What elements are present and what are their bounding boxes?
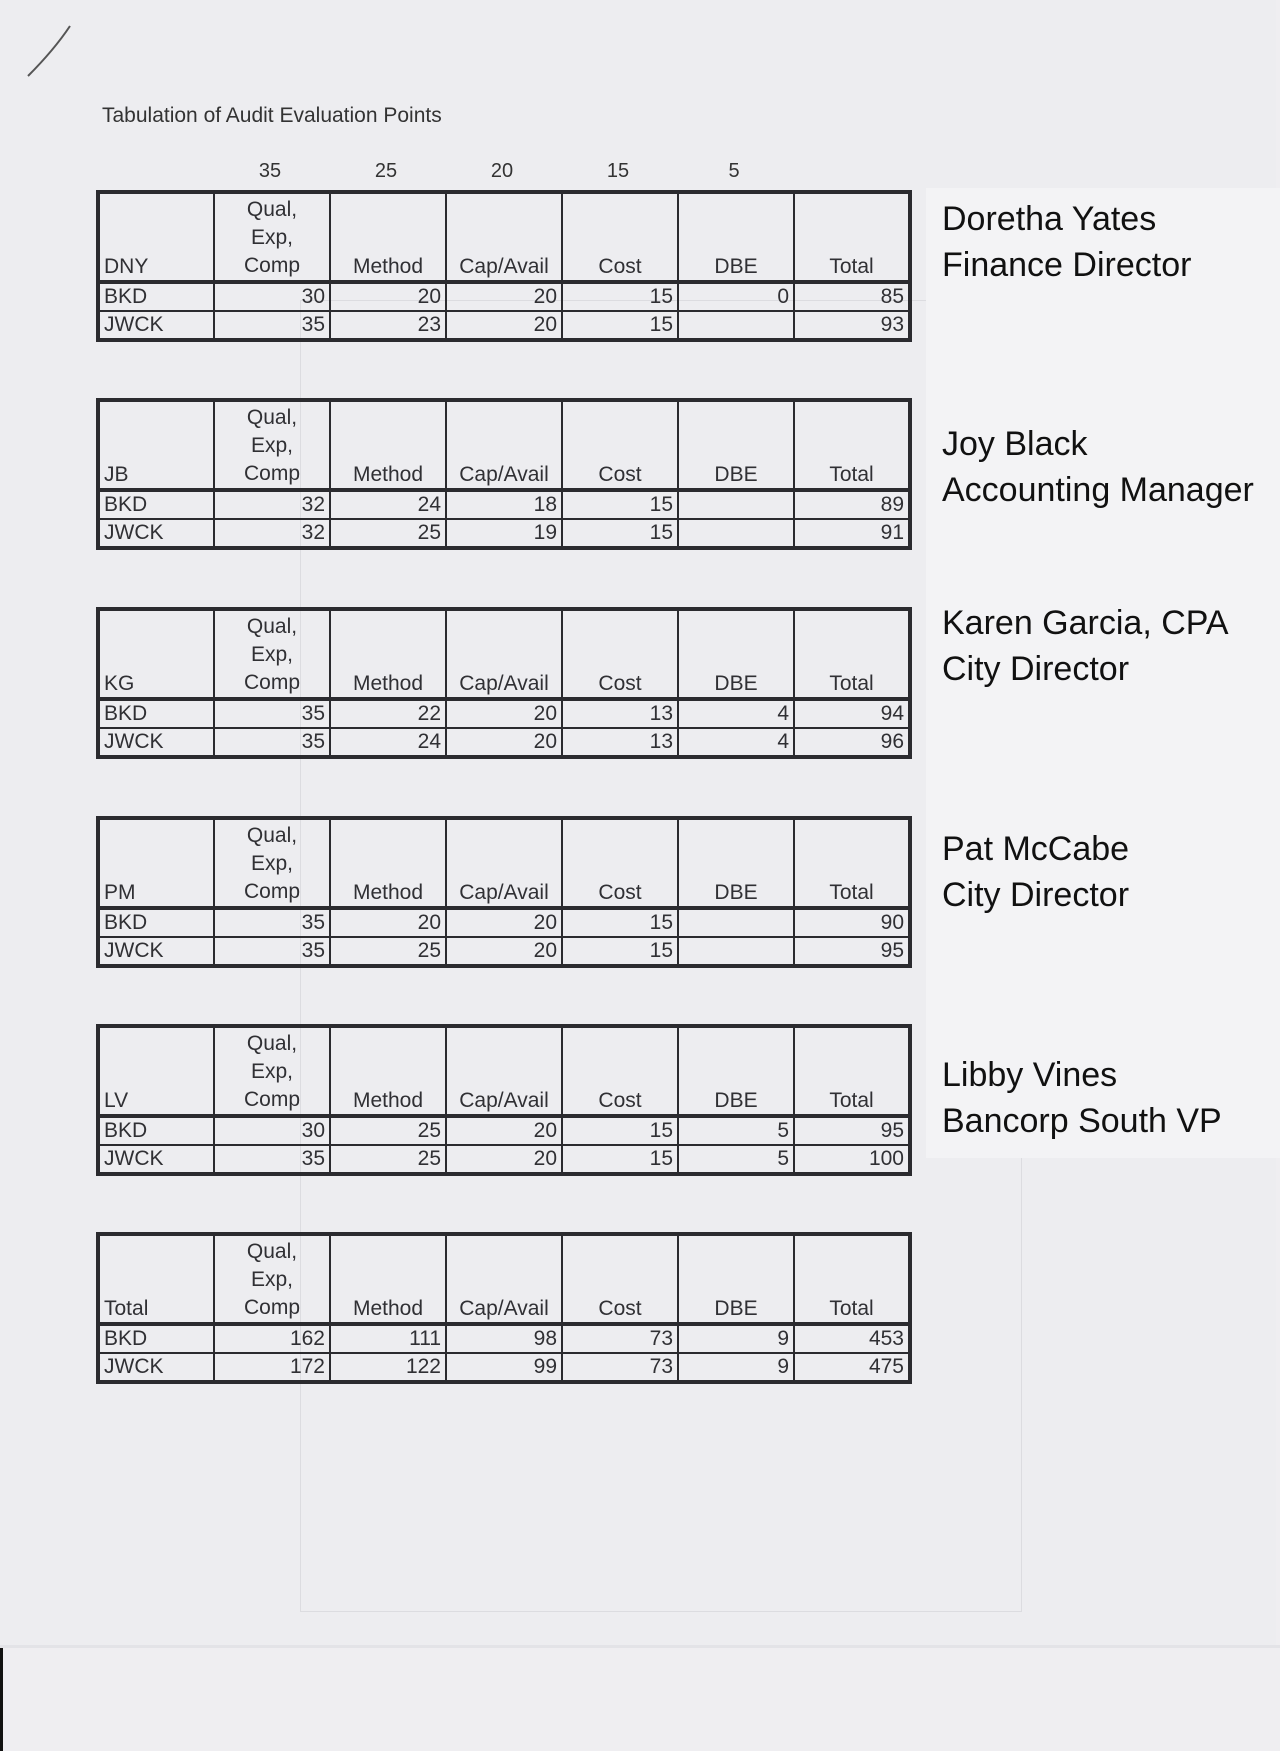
column-header: Qual, Exp, Comp xyxy=(214,400,330,490)
firm-name: JWCK xyxy=(98,311,214,340)
score-cell: 15 xyxy=(562,1145,678,1174)
score-cell: 20 xyxy=(446,1145,562,1174)
table-row xyxy=(98,1353,910,1382)
column-header: Method xyxy=(330,1234,446,1324)
column-header: Cost xyxy=(562,1234,678,1324)
column-header: Method xyxy=(330,192,446,282)
column-header: DBE xyxy=(678,192,794,282)
firm-name: BKD xyxy=(98,282,214,311)
firm-name: BKD xyxy=(98,908,214,937)
column-header: Method xyxy=(330,609,446,699)
score-cell: 100 xyxy=(794,1145,910,1174)
evaluator-role: Finance Director xyxy=(942,246,1192,284)
column-header: Cost xyxy=(562,818,678,908)
column-header: Total xyxy=(794,192,910,282)
column-header: Total xyxy=(794,818,910,908)
score-cell: 89 xyxy=(794,490,910,519)
pen-mark xyxy=(26,24,86,80)
column-header: Qual, Exp, Comp xyxy=(214,1026,330,1116)
score-cell: 5 xyxy=(678,1116,794,1145)
evaluator-role: City Director xyxy=(942,650,1130,688)
score-cell: 122 xyxy=(330,1353,446,1382)
weight-method: 25 xyxy=(374,160,398,182)
evaluation-table-3 xyxy=(96,816,912,968)
column-header: Cost xyxy=(562,609,678,699)
score-cell: 475 xyxy=(794,1353,910,1382)
score-cell: 20 xyxy=(446,282,562,311)
column-header: DBE xyxy=(678,1234,794,1324)
score-cell: 73 xyxy=(562,1353,678,1382)
column-header: DBE xyxy=(678,818,794,908)
score-cell: 24 xyxy=(330,728,446,757)
firm-name: JWCK xyxy=(98,1353,214,1382)
score-cell: 93 xyxy=(794,311,910,340)
score-cell: 95 xyxy=(794,1116,910,1145)
score-cell: 24 xyxy=(330,490,446,519)
score-cell: 15 xyxy=(562,937,678,966)
evaluation-table-5 xyxy=(96,1232,912,1384)
score-cell xyxy=(678,490,794,519)
firm-name: JWCK xyxy=(98,519,214,548)
evaluator-role: City Director xyxy=(942,876,1130,914)
score-cell: 15 xyxy=(562,282,678,311)
column-header: Method xyxy=(330,1026,446,1116)
score-cell: 30 xyxy=(214,1116,330,1145)
score-cell: 5 xyxy=(678,1145,794,1174)
score-cell: 15 xyxy=(562,519,678,548)
evaluator-name: Libby Vines xyxy=(942,1056,1118,1094)
score-cell: 15 xyxy=(562,311,678,340)
score-cell: 99 xyxy=(446,1353,562,1382)
table-label: PM xyxy=(98,818,214,908)
score-cell: 25 xyxy=(330,1116,446,1145)
evaluator-role: Bancorp South VP xyxy=(942,1102,1222,1140)
weight-cost: 15 xyxy=(606,160,630,182)
score-cell: 111 xyxy=(330,1324,446,1353)
column-header: Cap/Avail xyxy=(446,818,562,908)
score-cell: 35 xyxy=(214,1145,330,1174)
score-cell: 35 xyxy=(214,699,330,728)
weight-qual: 35 xyxy=(258,160,282,182)
column-header: Qual, Exp, Comp xyxy=(214,192,330,282)
score-cell: 4 xyxy=(678,728,794,757)
evaluation-table-4 xyxy=(96,1024,912,1176)
column-header: Cap/Avail xyxy=(446,609,562,699)
evaluation-table-0 xyxy=(96,190,912,342)
table-row xyxy=(98,519,910,548)
evaluator xyxy=(942,1052,1222,1144)
score-cell: 9 xyxy=(678,1353,794,1382)
score-cell xyxy=(678,937,794,966)
evaluation-table-2 xyxy=(96,607,912,759)
column-header: Cap/Avail xyxy=(446,400,562,490)
table-label: DNY xyxy=(98,192,214,282)
column-header: DBE xyxy=(678,1026,794,1116)
score-cell: 453 xyxy=(794,1324,910,1353)
score-cell: 98 xyxy=(446,1324,562,1353)
column-header: Cost xyxy=(562,400,678,490)
score-cell: 162 xyxy=(214,1324,330,1353)
firm-name: BKD xyxy=(98,1324,214,1353)
score-cell: 94 xyxy=(794,699,910,728)
column-header: Total xyxy=(794,609,910,699)
table-row xyxy=(98,908,910,937)
score-cell: 30 xyxy=(214,282,330,311)
score-cell: 19 xyxy=(446,519,562,548)
score-cell: 0 xyxy=(678,282,794,311)
score-cell: 85 xyxy=(794,282,910,311)
column-header: Cost xyxy=(562,192,678,282)
evaluator xyxy=(942,826,1129,918)
table-label: KG xyxy=(98,609,214,699)
column-header: Method xyxy=(330,400,446,490)
score-cell: 172 xyxy=(214,1353,330,1382)
evaluator xyxy=(942,421,1254,513)
evaluation-table-1 xyxy=(96,398,912,550)
evaluator xyxy=(942,196,1191,288)
firm-name: JWCK xyxy=(98,1145,214,1174)
table-label: Total xyxy=(98,1234,214,1324)
score-cell: 20 xyxy=(446,728,562,757)
table-label: LV xyxy=(98,1026,214,1116)
score-cell: 35 xyxy=(214,908,330,937)
table-row xyxy=(98,311,910,340)
score-cell: 35 xyxy=(214,937,330,966)
firm-name: JWCK xyxy=(98,937,214,966)
column-header: Total xyxy=(794,400,910,490)
table-label: JB xyxy=(98,400,214,490)
score-cell: 20 xyxy=(446,908,562,937)
evaluator-name: Pat McCabe xyxy=(942,830,1130,868)
column-header: Total xyxy=(794,1234,910,1324)
document-title: Tabulation of Audit Evaluation Points xyxy=(102,104,442,127)
table-row xyxy=(98,1145,910,1174)
firm-name: BKD xyxy=(98,1116,214,1145)
table-row xyxy=(98,1324,910,1353)
column-header: DBE xyxy=(678,609,794,699)
score-cell: 15 xyxy=(562,1116,678,1145)
score-cell: 23 xyxy=(330,311,446,340)
score-cell: 25 xyxy=(330,1145,446,1174)
score-cell: 95 xyxy=(794,937,910,966)
score-cell: 90 xyxy=(794,908,910,937)
score-cell: 25 xyxy=(330,937,446,966)
column-header: Cost xyxy=(562,1026,678,1116)
score-cell: 15 xyxy=(562,490,678,519)
score-cell: 13 xyxy=(562,728,678,757)
evaluator-name: Joy Black xyxy=(942,425,1088,463)
column-header: Qual, Exp, Comp xyxy=(214,609,330,699)
column-header: Cap/Avail xyxy=(446,192,562,282)
firm-name: BKD xyxy=(98,490,214,519)
table-row xyxy=(98,1116,910,1145)
score-cell: 20 xyxy=(446,311,562,340)
score-cell: 9 xyxy=(678,1324,794,1353)
table-row xyxy=(98,699,910,728)
score-cell: 35 xyxy=(214,728,330,757)
table-row xyxy=(98,282,910,311)
score-cell: 32 xyxy=(214,490,330,519)
score-cell: 20 xyxy=(446,937,562,966)
column-header: Method xyxy=(330,818,446,908)
column-header: Qual, Exp, Comp xyxy=(214,1234,330,1324)
firm-name: BKD xyxy=(98,699,214,728)
weight-dbe: 5 xyxy=(728,160,740,182)
evaluator-name: Doretha Yates xyxy=(942,200,1157,238)
column-header: Total xyxy=(794,1026,910,1116)
evaluator-name: Karen Garcia, CPA xyxy=(942,604,1229,642)
table-row xyxy=(98,490,910,519)
column-header: Qual, Exp, Comp xyxy=(214,818,330,908)
evaluator xyxy=(942,600,1229,692)
column-header: Cap/Avail xyxy=(446,1234,562,1324)
table-row xyxy=(98,937,910,966)
evaluator-role: Accounting Manager xyxy=(942,471,1254,509)
column-header: Cap/Avail xyxy=(446,1026,562,1116)
score-cell xyxy=(678,519,794,548)
score-cell: 35 xyxy=(214,311,330,340)
score-cell: 91 xyxy=(794,519,910,548)
score-cell: 13 xyxy=(562,699,678,728)
score-cell: 96 xyxy=(794,728,910,757)
firm-name: JWCK xyxy=(98,728,214,757)
score-cell: 4 xyxy=(678,699,794,728)
table-row xyxy=(98,728,910,757)
score-cell xyxy=(678,908,794,937)
score-cell: 32 xyxy=(214,519,330,548)
score-cell: 20 xyxy=(446,699,562,728)
score-cell: 73 xyxy=(562,1324,678,1353)
score-cell: 20 xyxy=(330,282,446,311)
column-header: DBE xyxy=(678,400,794,490)
weight-cap-avail: 20 xyxy=(490,160,514,182)
score-cell: 22 xyxy=(330,699,446,728)
score-cell: 25 xyxy=(330,519,446,548)
score-cell xyxy=(678,311,794,340)
score-cell: 18 xyxy=(446,490,562,519)
column-weights xyxy=(96,160,908,186)
scan-border xyxy=(0,1648,3,1751)
paper-edge xyxy=(0,1645,1280,1648)
score-cell: 20 xyxy=(446,1116,562,1145)
score-cell: 15 xyxy=(562,908,678,937)
score-cell: 20 xyxy=(330,908,446,937)
